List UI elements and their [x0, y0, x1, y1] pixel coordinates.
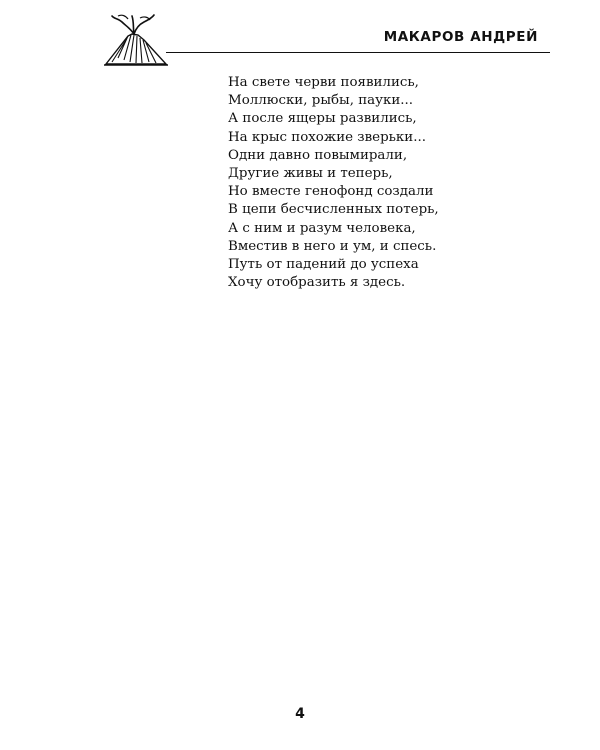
poem-line: Одни давно повымирали,: [228, 147, 408, 163]
poem-line: На свете черви появились,: [228, 75, 419, 90]
poem: [228, 74, 439, 292]
poem-line: На крыс похожие зверьки...: [228, 129, 426, 145]
poem-line: А после ящеры развились,: [228, 111, 417, 127]
header-rule: [166, 52, 550, 53]
poem-line: Вместив в него и ум, и спесь.: [228, 238, 437, 254]
poem-line: В цепи бесчисленных потерь,: [228, 202, 439, 218]
author-name: МАКАРОВ АНДРЕЙ: [383, 29, 538, 45]
poem-line: Моллюски, рыбы, пауки...: [228, 93, 414, 109]
poem-line: Хочу отобразить я здесь.: [228, 275, 406, 291]
poem-line: Путь от падений до успеха: [228, 257, 419, 273]
poem-line: А с ним и разум человека,: [228, 220, 416, 236]
volcano-icon: [104, 10, 168, 66]
poem-line: Но вместе генофонд создали: [228, 184, 434, 200]
poem-line: Другие живы и теперь,: [228, 166, 393, 182]
page-number: 4: [295, 706, 305, 722]
page-header: [0, 0, 600, 70]
